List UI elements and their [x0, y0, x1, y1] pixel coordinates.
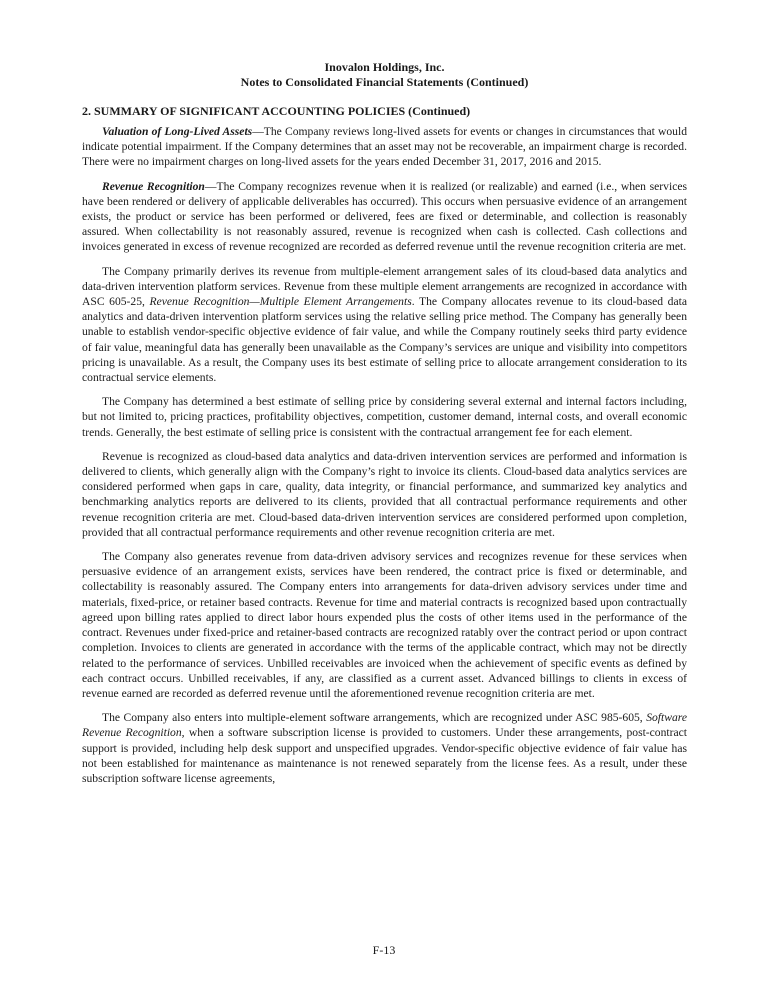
paragraph-italic: Software Revenue Recognition, — [82, 711, 687, 740]
paragraph-revenue-recognition — [82, 179, 687, 255]
page-number: F-13 — [372, 943, 396, 957]
section-title: 2. SUMMARY OF SIGNIFICANT ACCOUNTING POLICIES (Continued) — [82, 104, 471, 118]
paragraph-text: The Company primarily derives its revenue from multiple-element arrangement sales of its cloud-based data analytics and data-driven intervention platform services. Revenue from these multiple element arrangements are recognized in accordance with ASC 605-25, — [82, 264, 687, 309]
paragraph-text: when a software subscription license is provided to customers. Under these arrangements, post-contract support is provided, including help desk support and unspecified upgrades. Vendor-specific objective evidence of fair value has not been established for maintenance as maintenance is not renewed separately from the license fees. As a result, under these subscription software license agreements, — [82, 726, 687, 785]
page-subtitle: Notes to Consolidated Financial Statements (Continued) — [240, 74, 529, 89]
paragraph-text: —The Company reviews long-lived assets for events or changes in circumstances that would indicate potential impairment. If the Company determines that an asset may not be recoverable, an impairment charge is recorded. There were no impairment charges on long-lived assets for the years ended December 31, 2017, 2016 and 2015. — [82, 125, 687, 169]
paragraph-text: —The Company recognizes revenue when it is realized (or realizable) and earned (i.e., when services have been rendered or delivery of applicable deliverables has occurred). This occurs when persuasive evidence of an arrangement exists, the product or service has been performed or delivered, fees are fixed or determinable, and collection is reasonably assured. When collectability is not reasonably assured, revenue is recognized when cash is collected. Cash collections and invoices generated in excess of revenue recognized are recorded as deferred revenue until the revenue recognition criteria are met. — [82, 179, 687, 254]
paragraph-multiple-element — [82, 264, 687, 386]
paragraph-text: . The Company allocates revenue to its cloud-based data analytics and data-driven intervention platform services using the relative selling price method. The Company has generally been unable to establish vendor-specific objective evidence of fair value, and while the Company routinely seeks third party evidence of fair value, meaningful data has generally been unavailable as the Company’s services are unique and visibility into competitors pricing is unavailable. As a result, the Company uses its best estimate of selling price to allocate arrangement consideration to its contractual service elements. — [82, 295, 687, 385]
paragraph-lead: Revenue Recognition — [102, 179, 205, 193]
paragraph-long-lived-assets — [82, 124, 687, 170]
paragraph-selling-price: The Company has determined a best estimate of selling price by considering several external and internal factors including, but not limited to, pricing practices, profitability objectives, competition, customer demand, internal costs, and overall economic trends. Generally, the best estimate of selling price is consistent with the contractual arrangement fee for each element. — [82, 395, 687, 439]
paragraph-cloud-services: Revenue is recognized as cloud-based data analytics and data-driven intervention services are performed and information is delivered to clients, which generally align with the Company’s right to invoice its clients. Cloud-based data analytics services are considered performed when gaps in care, quality, data integrity, or financial performance, and summarized key analytics and benchmarking analytics reports are delivered to its clients, provided that all contractual performance requirements and other revenue recognition criteria are met. Cloud-based data-driven intervention services are considered performed upon completion, provided that all contractual performance requirements and other revenue recognition criteria are met. — [82, 449, 687, 539]
paragraph-advisory-services: The Company also generates revenue from data-driven advisory services and recognizes revenue for these services when persuasive evidence of an arrangement exists, services have been rendered, the contract price is fixed or determinable, and collectability is reasonably assured. The Company enters into arrangements for data-driven advisory services under time and materials, fixed-price, or retainer based contracts. Revenue for time and material contracts is recognized based upon contractually agreed upon billing rates applied to direct labor hours expended plus the costs of other items used in the performance of the contract. Revenues under fixed-price and retainer-based contracts are recognized ratably over the contract period or upon contract completion. Invoices to clients are generated in accordance with the terms of the applicable contract, which may not be directly related to the performance of services. Unbilled receivables are invoiced when the achievement of specific events as defined by each contract occurs. Unbilled receivables, if any, are classified as a current asset. Advanced billings to clients in excess of revenue earned are recorded as deferred revenue until the aforementioned revenue recognition criteria are met. — [82, 550, 687, 700]
company-name: Inovalon Holdings, Inc. — [324, 60, 445, 74]
paragraph-italic: Revenue Recognition—Multiple Element Arrangements — [149, 295, 412, 309]
paragraph-text: The Company also enters into multiple-element software arrangements, which are recognized under ASC 985-605, — [102, 711, 647, 725]
document-page — [82, 60, 687, 786]
paragraph-lead: Valuation of Long-Lived Assets — [102, 125, 253, 138]
paragraph-software-arrangements — [82, 710, 687, 786]
